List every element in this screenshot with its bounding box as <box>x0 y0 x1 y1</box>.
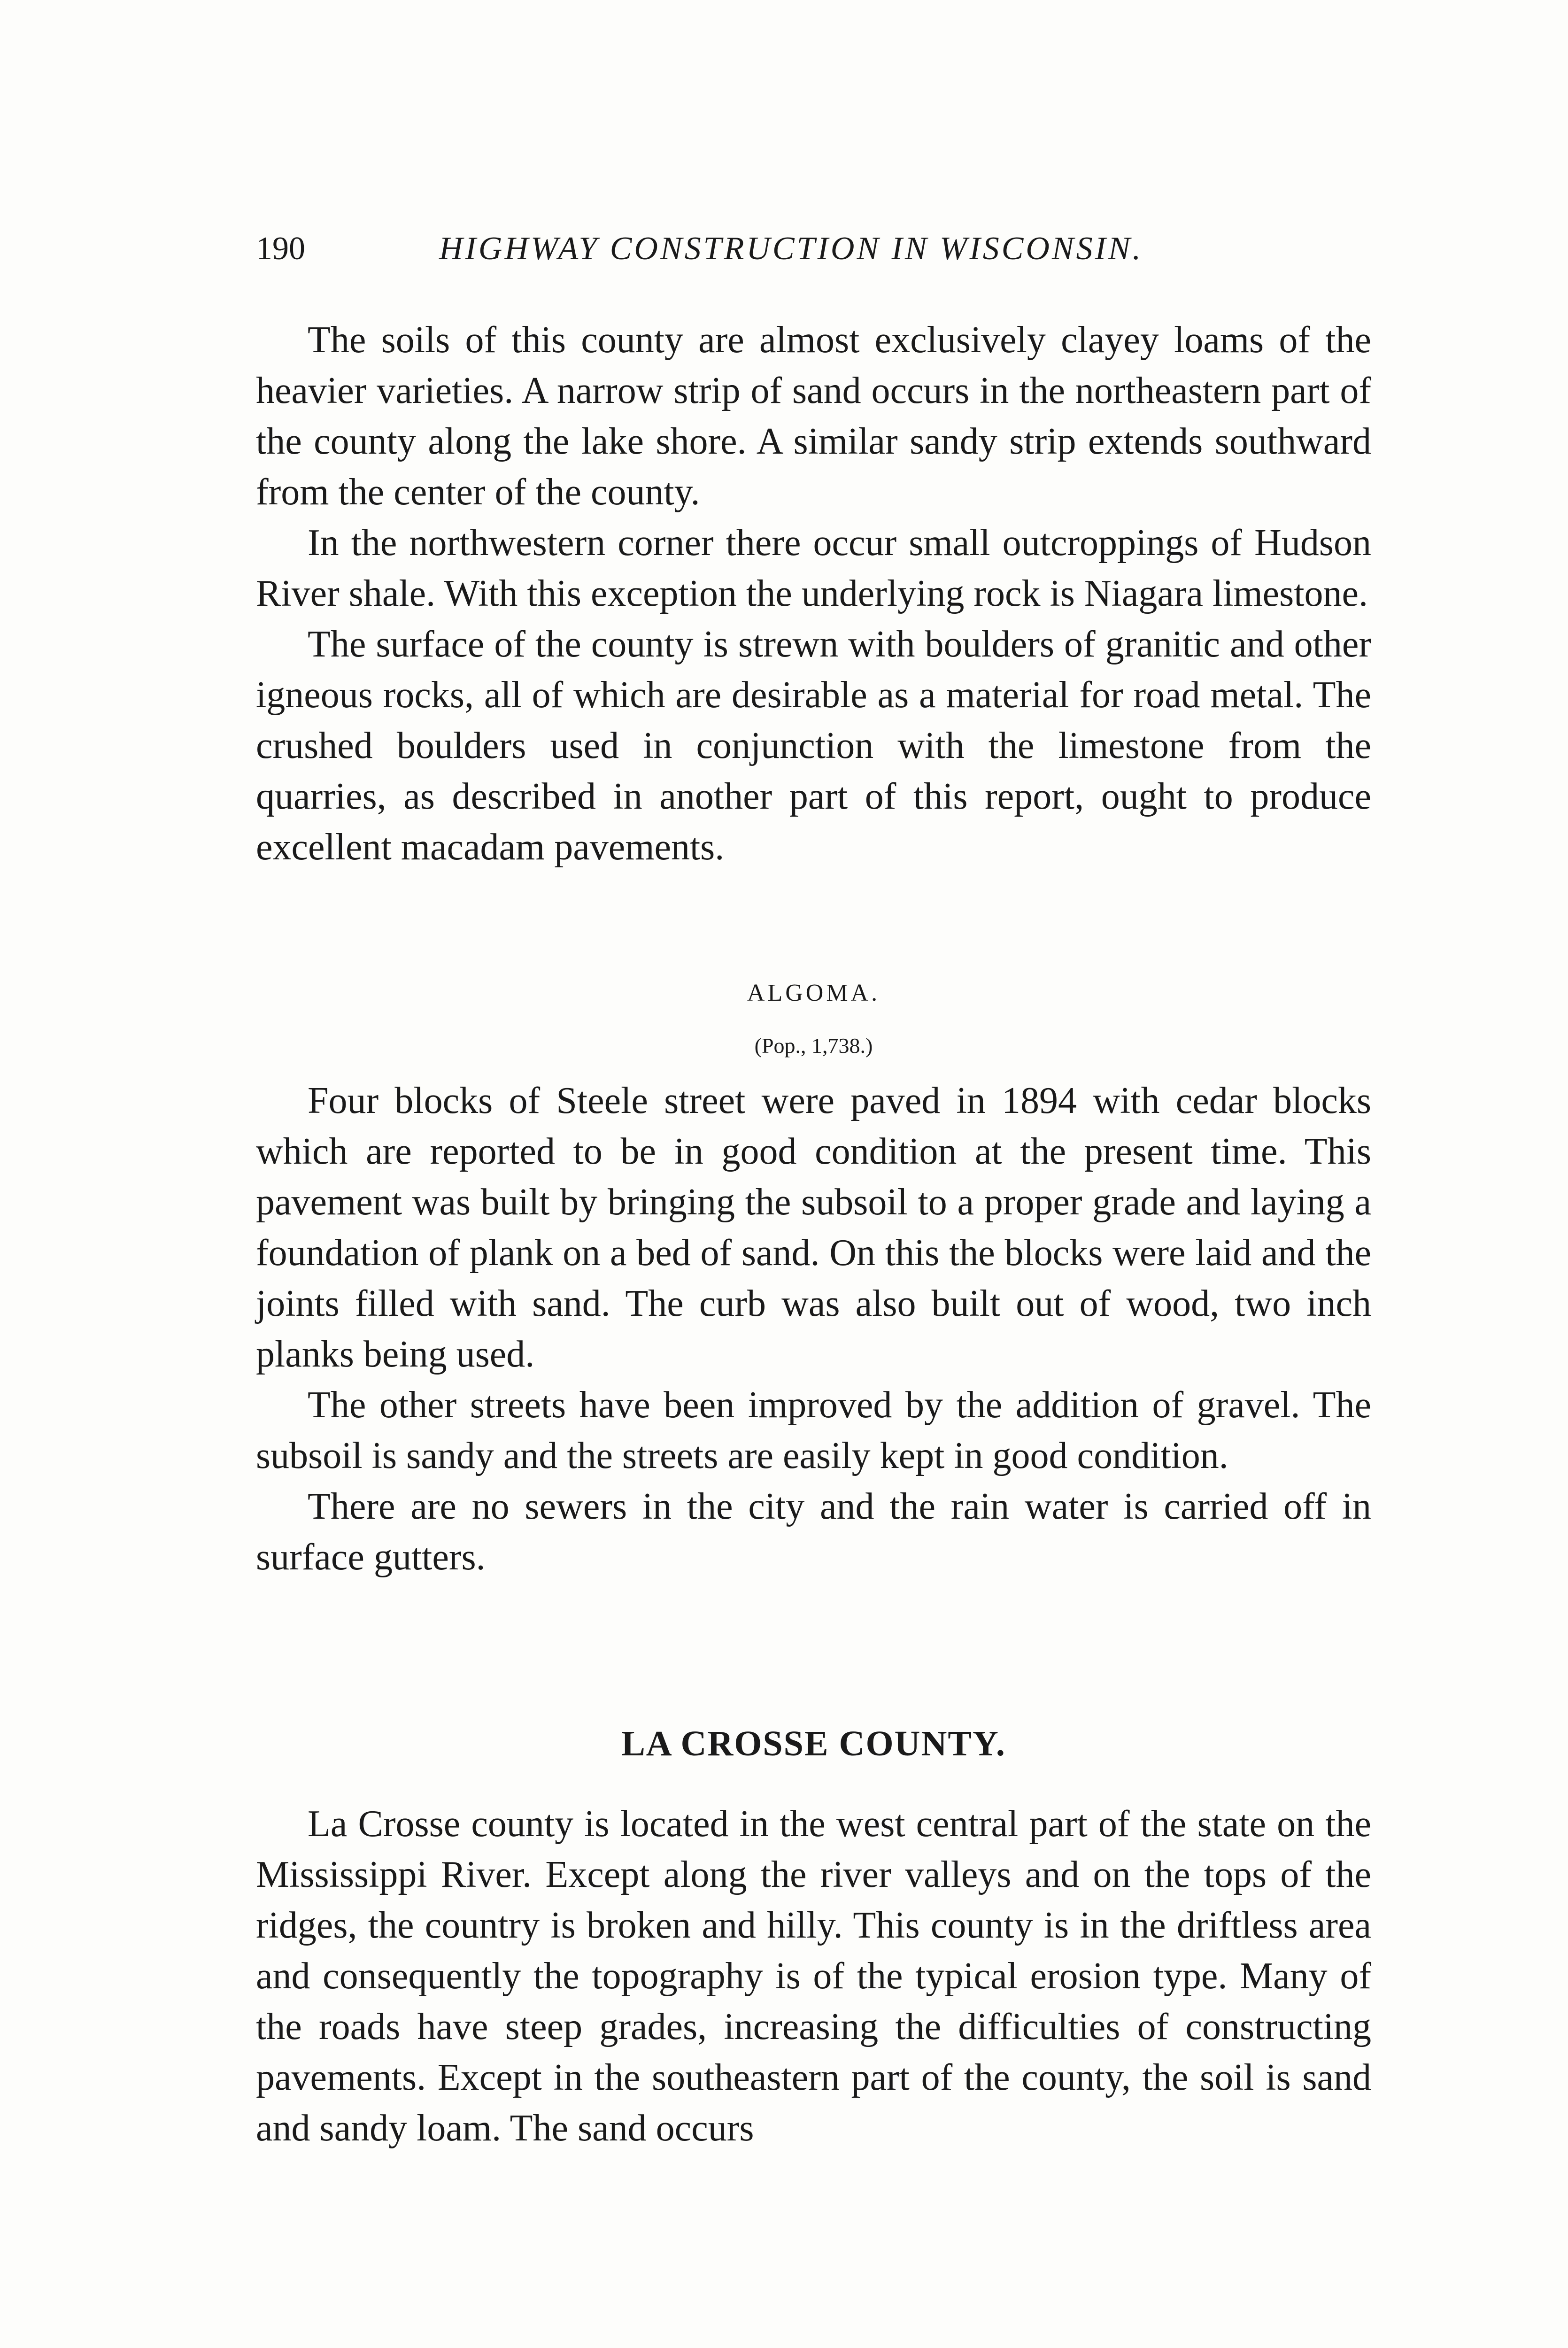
la-crosse-section <box>256 1799 1371 2154</box>
running-title: HIGHWAY CONSTRUCTION IN WISCONSIN. <box>439 231 1143 267</box>
body-paragraph: Four blocks of Steele street were paved in 1894 with cedar blocks which are reported to be in good condition at the present time. This pavement was built by bringing the subsoil to a proper grade and laying a foundation of plank on a bed of sand. On this the blocks were laid and the joints filled with sand. The curb was also built out of wood, two inch planks being used. <box>256 1080 1371 1375</box>
running-head <box>256 230 1371 272</box>
algoma-population: (Pop., 1,738.) <box>754 1034 873 1058</box>
algoma-section <box>256 1075 1371 1583</box>
la-crosse-heading: LA CROSSE COUNTY. <box>621 1724 1006 1763</box>
body-paragraph: La Crosse county is located in the west central part of the state on the Mississippi River. Except along the river valleys and on the tops of the ridges, the country is broken and hilly. This county is in the driftless area and consequently the topography is of the typical erosion type. Many of the roads have steep grades, increasing the difficulties of constructing pavements. Except in the southeastern part of the county, the soil is sand and sandy loam. The sand occurs <box>256 1803 1371 2149</box>
body-paragraph: There are no sewers in the city and the rain water is carried off in surface gutters. <box>256 1486 1371 1578</box>
body-paragraph: The other streets have been improved by the addition of gravel. The subsoil is sandy and the streets are easily kept in good condition. <box>256 1384 1371 1476</box>
intro-section <box>256 315 1371 873</box>
body-paragraph: In the northwestern corner there occur small outcroppings of Hudson River shale. With this exception the underlying rock is Niagara limestone. <box>256 522 1371 614</box>
body-paragraph: The soils of this county are almost exclusively clayey loams of the heavier varieties. A narrow strip of sand occurs in the northeastern part of the county along the lake shore. A similar sandy strip extends southward from the center of the county. <box>256 319 1371 513</box>
body-paragraph: The surface of the county is strewn with boulders of granitic and other igneous rocks, all of which are desirable as a material for road metal. The crushed boulders used in conjunction with the limestone from the quarries, as described in another part of this report, ought to produce excellent macadam pavements. <box>256 624 1371 868</box>
page-number: 190 <box>256 231 305 267</box>
algoma-heading: ALGOMA. <box>747 980 881 1006</box>
